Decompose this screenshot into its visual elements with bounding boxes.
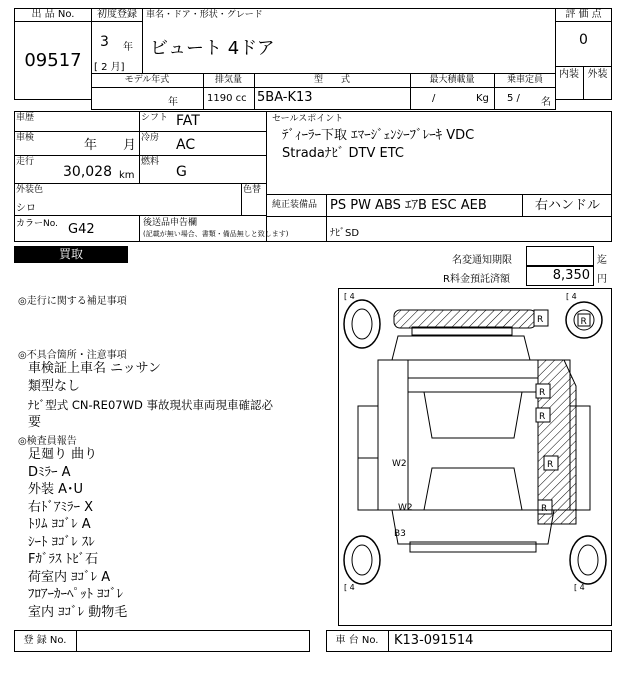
- sales-hsep-1: [266, 194, 612, 195]
- front-bumper-damage: [394, 310, 536, 328]
- trunk-outline: [392, 510, 554, 544]
- reg-label: 登 録 No.: [23, 635, 67, 646]
- roof-outline: [424, 392, 522, 438]
- tire-fl-inner: [352, 309, 372, 339]
- model-value: 5BA-K13: [257, 90, 313, 105]
- hood-outline: [392, 336, 530, 360]
- displacement-label: 排気量: [214, 75, 242, 85]
- first-reg-year: 3: [100, 34, 109, 50]
- defect-line: 要: [28, 415, 42, 430]
- chassis-sep: [388, 630, 389, 652]
- inspection-label: 車検: [16, 133, 35, 143]
- name-change-box: [526, 246, 594, 266]
- mileage-label: 走行: [16, 157, 35, 167]
- equipment-label: 純正装備品: [272, 200, 318, 210]
- max-load-unit: Kg: [476, 93, 489, 104]
- inspector-line: 足廻り 曲り: [28, 447, 98, 462]
- details-hsep-2: [14, 155, 267, 156]
- name-change-unit: 迄: [597, 255, 607, 266]
- ac-label: 冷房: [141, 133, 160, 143]
- score-label: 評 価 点: [555, 8, 612, 22]
- post-doc-note: (記載が無い場合、書類・備品無しと致します): [143, 230, 289, 238]
- inspector-line: Fｶﾞﾗｽ ﾄﾋﾞ石: [28, 552, 99, 567]
- defect-line: 車検証上車名 ニッサン: [28, 361, 161, 376]
- defects-header: ◎不具合箇所・注意事項: [18, 350, 127, 361]
- sales-line-1: ﾃﾞｨｰﾗｰ下取 ｴﾏｰｼﾞｪﾝｼｰﾌﾞﾚｰｷ VDC: [282, 128, 475, 143]
- model-label: 型 式: [313, 75, 350, 85]
- chassis-value: K13-091514: [394, 633, 474, 648]
- lot-number: 09517: [24, 50, 82, 71]
- history-label: 車歴: [16, 113, 35, 123]
- color-change-sep: [241, 183, 242, 215]
- car-name: ビュート 4ドア: [150, 38, 275, 59]
- car-diagram: [338, 288, 612, 626]
- interior-label: 内装: [555, 66, 584, 100]
- capacity-unit: 名: [541, 97, 551, 108]
- tire-fl-icon: [344, 300, 380, 348]
- details-hsep-3: [14, 183, 267, 184]
- defect-line: ﾅﾋﾞ型式 CN-RE07WD 事故現状車両現車確認必: [28, 398, 273, 412]
- inspector-line: 荷室内 ﾖｺﾞﾚ A: [28, 569, 111, 585]
- equipment-value: PS PW ABS ｴｱB ESC AEB: [330, 198, 487, 213]
- exterior-color-value: シロ: [16, 203, 36, 214]
- recycle-label: R料金預託済額: [443, 274, 510, 285]
- inspector-line: ｼｰﾄ ﾖｺﾞﾚ ｽﾚ: [28, 534, 95, 550]
- inspector-line: ﾌﾛｱｰｶｰﾍﾟｯﾄ ﾖｺﾞﾚ: [28, 587, 124, 602]
- post-doc-label: 後送品申告欄: [143, 218, 198, 228]
- rear-glass-outline: [424, 468, 522, 510]
- inspector-list: [28, 446, 328, 621]
- defect-line: 類型なし: [28, 379, 81, 394]
- chassis-label: 車 台 No.: [335, 635, 379, 646]
- right-mark-1-r: R: [539, 388, 546, 398]
- mileage-value: 30,028: [63, 164, 112, 180]
- exterior-color-label: 外装色: [16, 185, 44, 195]
- corner-fl: [ 4: [344, 292, 355, 301]
- inspector-line: 外装 A･U: [28, 482, 84, 497]
- inspector-line: 右ﾄﾞｱﾐﾗｰ X: [28, 499, 94, 515]
- post-doc-sep: [139, 215, 140, 242]
- tire-rl-icon: [344, 536, 380, 584]
- ac-value: AC: [176, 137, 196, 153]
- right-mark-4-r: R: [541, 504, 548, 514]
- handle-value: 右ハンドル: [535, 198, 601, 213]
- shift-label: シフト: [141, 113, 169, 123]
- corner-rr: [ 4: [574, 583, 585, 592]
- model-year-unit: 年: [168, 97, 178, 108]
- mark-w2-lower: W2: [398, 503, 413, 513]
- details-hsep-1: [14, 131, 267, 132]
- nav-value: ﾅﾋﾞSD: [330, 228, 360, 239]
- max-load-label: 最大積載量: [429, 75, 475, 85]
- year-unit: 年: [123, 42, 133, 53]
- color-no-value: G42: [68, 222, 95, 237]
- reg-sep: [76, 630, 77, 652]
- right-mark-2-r: R: [539, 412, 546, 422]
- exterior-label: 外装: [583, 66, 612, 100]
- mark-w2-upper: W2: [392, 459, 407, 469]
- corner-fr: [ 4: [566, 292, 577, 301]
- details-vsep: [139, 111, 140, 183]
- sales-line-2: Stradaﾅﾋﾞ DTV ETC: [282, 146, 404, 161]
- shift-value: FAT: [176, 113, 200, 129]
- mileage-unit: km: [119, 170, 135, 181]
- spec-divider: [91, 87, 556, 88]
- capacity-value: 5 /: [507, 93, 520, 104]
- fuel-label: 燃料: [141, 157, 160, 167]
- inspector-line: ﾄﾘﾑ ﾖｺﾞﾚ A: [28, 517, 91, 532]
- bumper-mark-r: R: [537, 315, 544, 325]
- purchase-bar: 買取: [14, 246, 128, 263]
- first-reg-month: [ 2 月]: [94, 62, 125, 73]
- tire-rr-icon: [570, 536, 606, 584]
- cabin-outline: [408, 360, 538, 510]
- name-change-label: 名変通知期限: [452, 255, 512, 266]
- corner-rl: [ 4: [344, 583, 355, 592]
- car-name-label: 車名・ドア・形状・グレード: [146, 10, 263, 20]
- model-year-label: モデル年式: [124, 75, 170, 85]
- tire-rl-inner: [352, 545, 372, 575]
- defects-list: [28, 360, 328, 432]
- tire-rr-inner: [578, 545, 598, 575]
- recycle-unit: 円: [597, 274, 607, 285]
- inspector-header: ◎検査員報告: [18, 436, 77, 447]
- first-reg-label: 初度登録: [91, 8, 143, 22]
- inspection-value: 年 月: [84, 138, 137, 153]
- inspector-line: 室内 ﾖｺﾞﾚ 動物毛: [28, 604, 128, 620]
- capacity-label: 乗車定員: [506, 75, 543, 85]
- details-hsep-4: [14, 215, 267, 216]
- displacement-value: 1190 cc: [207, 93, 247, 104]
- equip-sep-1: [326, 194, 327, 242]
- fuel-value: G: [176, 164, 187, 180]
- sales-hsep-2: [266, 216, 612, 217]
- max-load-value: /: [432, 93, 436, 104]
- score-value: 0: [579, 32, 588, 48]
- inspector-line: Dﾐﾗｰ A: [28, 464, 71, 480]
- sales-label: セールスポイント: [272, 114, 344, 124]
- driving-header: ◎走行に関する補足事項: [18, 296, 127, 307]
- mark-b3: B3: [394, 529, 406, 539]
- right-mark-3-r: R: [547, 460, 554, 470]
- recycle-value: 8,350: [552, 268, 590, 283]
- lot-number-label: 出 品 No.: [14, 8, 92, 22]
- equip-sep-2: [522, 194, 523, 216]
- color-no-label: カラーNo.: [16, 219, 58, 229]
- color-change-label: 色替: [243, 185, 262, 195]
- tire-fr-mark-r: R: [580, 317, 587, 327]
